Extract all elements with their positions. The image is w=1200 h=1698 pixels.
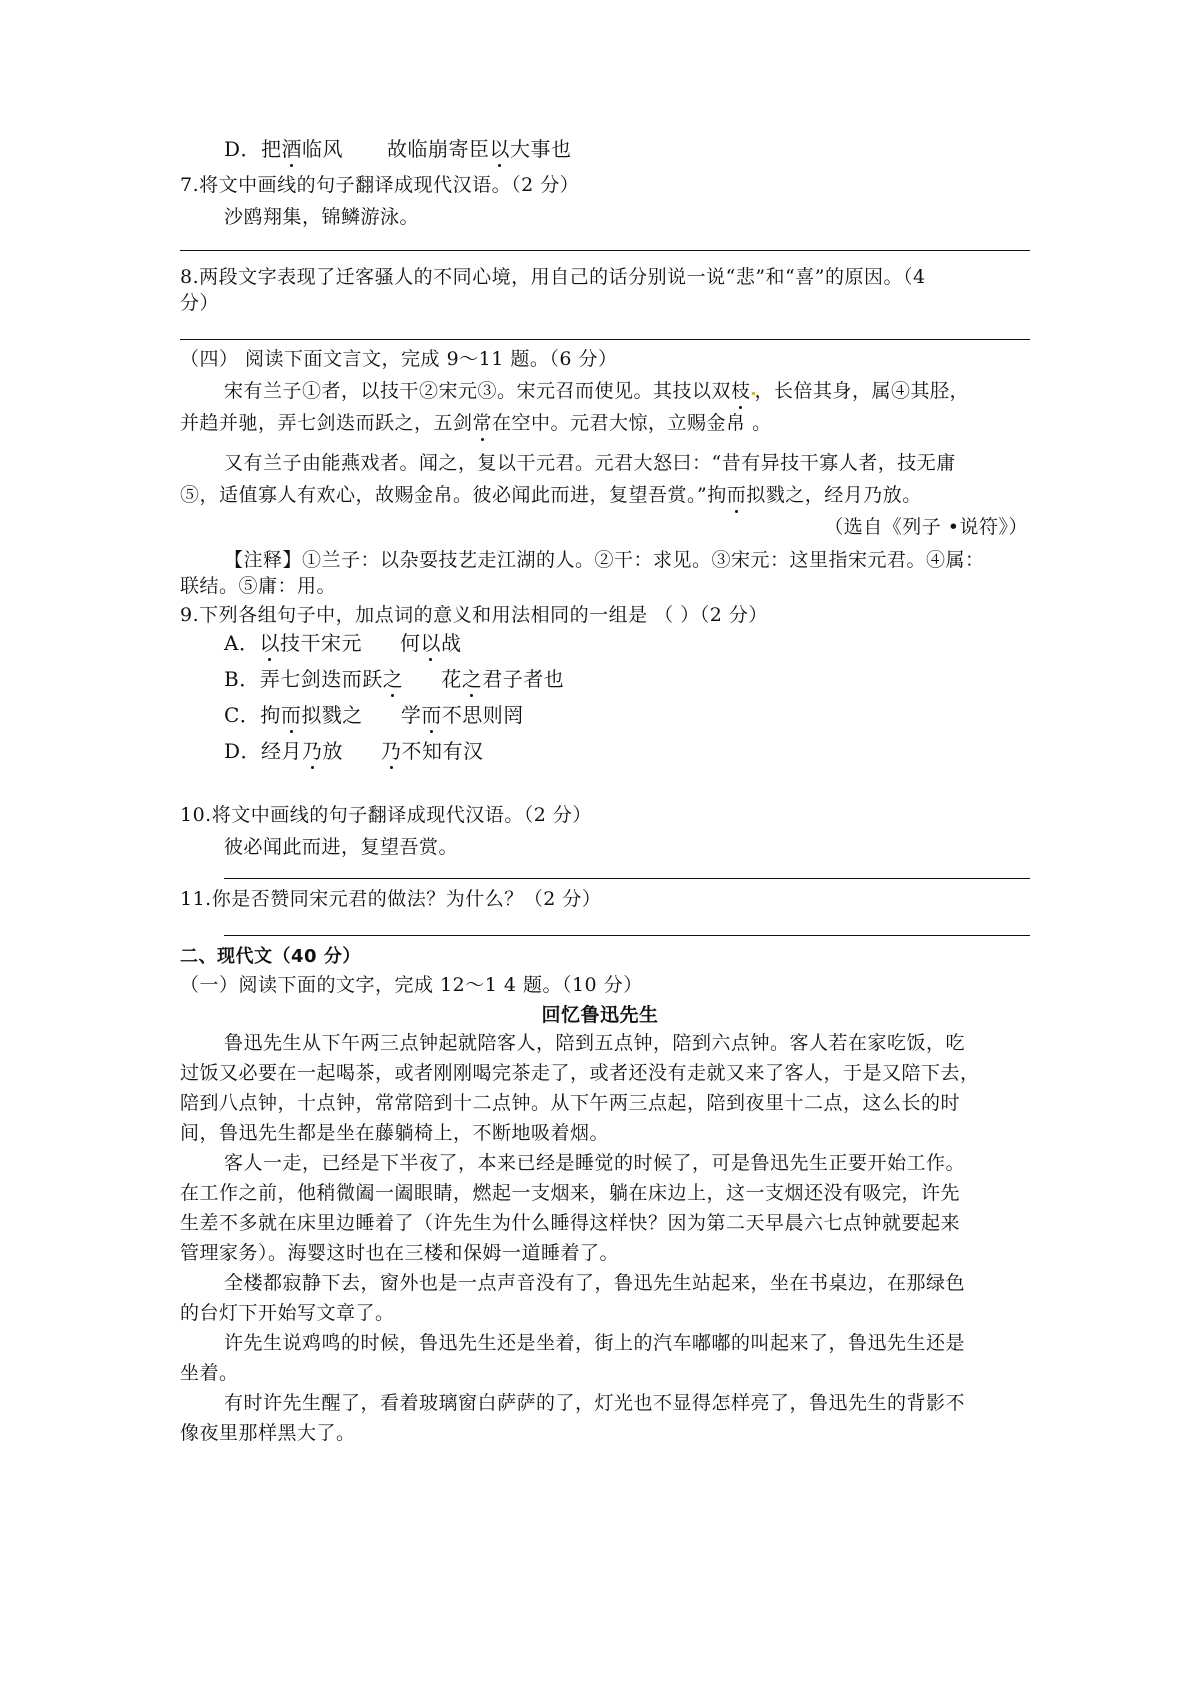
- notes-line1: 【注释】①兰子：以杂耍技艺走江湖的人。②干：求见。③宋元：这里指宋元君。④属：: [224, 549, 985, 571]
- answer-line[interactable]: [224, 935, 1030, 936]
- article-line: 有时许先生醒了，看着玻璃窗白萨萨的了，灯光也不显得怎样亮了，鲁迅先生的背影不: [224, 1392, 966, 1414]
- part2-header: 二、现代文（40 分）: [180, 946, 361, 967]
- answer-line[interactable]: [180, 250, 1030, 251]
- dotted-char: 而: [421, 703, 442, 727]
- dotted-char: 以: [259, 631, 280, 655]
- dotted-char: 乃: [302, 739, 323, 763]
- q8-prompt-line1: 8.两段文字表现了迁客骚人的不同心境，用自己的话分别说一说“悲”和“喜”的原因。（4: [180, 266, 926, 288]
- dotted-char: 之: [382, 667, 404, 691]
- dotted-char: 常: [472, 412, 493, 434]
- dotted-char: 以: [489, 137, 511, 161]
- q9-option-a[interactable]: A．以技干宋元 何以战: [224, 631, 462, 655]
- dotted-char: 乃: [381, 739, 402, 763]
- q10-sentence: 彼必闻此而进，复望吾赏。: [224, 836, 459, 858]
- source-citation: （选自《列子 •说符》）: [824, 516, 1028, 538]
- q8-prompt-line2: 分）: [180, 292, 220, 314]
- q7-prompt: 7.将文中画线的句子翻译成现代汉语。（2 分）: [180, 174, 580, 196]
- article-line: 坐着。: [180, 1362, 239, 1384]
- article-line: 过饭又必要在一起喝茶，或者刚刚喝完茶走了，或者还没有走就又来了客人，于是又陪下去，: [180, 1062, 980, 1084]
- option-label: D．: [224, 137, 262, 161]
- article-line: 在工作之前，他稍微阖一阖眼睛，燃起一支烟来，躺在床边上，这一支烟还没有吸完，许先: [180, 1182, 961, 1204]
- article-line: 间，鲁迅先生都是坐在藤躺椅上，不断地吸着烟。: [180, 1122, 610, 1144]
- article-line: 陪到八点钟，十点钟，常常陪到十二点钟。从下午两三点起，陪到夜里十二点，这么长的时: [180, 1092, 961, 1114]
- q7-sentence: 沙鸥翔集，锦鳞游泳。: [224, 206, 420, 228]
- section4-para1-line2: 并趋并驰，弄七剑迭而跃之，五剑常在空中。元君大惊，立赐金帛 。: [180, 412, 772, 434]
- q6-option-d: D．把酒临风 故临崩寄臣以大事也: [224, 137, 572, 161]
- section4-para2-line1: 又有兰子由能燕戏者。闻之，复以干元君。元君大怒曰：“昔有异技干寡人者，技无庸: [224, 452, 956, 474]
- article-line: 像夜里那样黑大了。: [180, 1422, 356, 1444]
- dotted-char: 而: [280, 703, 302, 727]
- article-line: 鲁迅先生从下午两三点钟起就陪客人，陪到五点钟，陪到六点钟。客人若在家吃饭，吃: [224, 1032, 966, 1054]
- q9-option-c[interactable]: C．拘而拟戮之 学而不思则罔: [224, 703, 524, 727]
- answer-line[interactable]: [224, 878, 1030, 879]
- dotted-char: 之: [461, 667, 483, 691]
- part2-subheader: （一）阅读下面的文字，完成 12～1 4 题。（10 分）: [180, 974, 643, 996]
- article-line: 管理家务）。海婴这时也在三楼和保姆一道睡着了。: [180, 1242, 620, 1264]
- section4-para2-line2: ⑤，适值寡人有欢心，故赐金帛。彼必闻此而进，复望吾赏。”拘而拟戮之，经月乃放。: [180, 484, 922, 506]
- section4-para1-line1: 宋有兰子①者，以技干②宋元③。宋元召而使见。其技以双枝 ，长倍其身，属④其胫，: [224, 380, 970, 402]
- dotted-char: 枝: [731, 380, 751, 402]
- answer-line[interactable]: [180, 339, 1030, 340]
- q11-prompt: 11.你是否赞同宋元君的做法？为什么？（2 分）: [180, 888, 602, 910]
- notes-line2: 联结。⑤庸：用。: [180, 575, 337, 597]
- article-line: 全楼都寂静下去，窗外也是一点声音没有了，鲁迅先生站起来，坐在书桌边，在那绿色: [224, 1272, 966, 1294]
- article-line: 客人一走，已经是下半夜了，本来已经是睡觉的时候了，可是鲁迅先生正要开始工作。: [224, 1152, 966, 1174]
- q9-prompt: 9.下列各组句子中，加点词的意义和用法相同的一组是 （ ）（2 分）: [180, 604, 768, 626]
- article-title: 回忆鲁迅先生: [541, 1004, 659, 1026]
- article-line: 生差不多就在床里边睡着了（许先生为什么睡得这样快？因为第二天早晨六七点钟就要起来: [180, 1212, 961, 1234]
- section4-header: （四） 阅读下面文言文，完成 9～11 题。（6 分）: [180, 348, 618, 370]
- dotted-char: 酒: [281, 137, 303, 161]
- article-line: 许先生说鸡鸣的时候，鲁迅先生还是坐着，街上的汽车嘟嘟的叫起来了，鲁迅先生还是: [224, 1332, 966, 1354]
- dotted-char: 以: [420, 631, 441, 655]
- dotted-char: 而: [726, 484, 747, 506]
- q9-option-b[interactable]: B．弄七剑迭而跃之 花之君子者也: [224, 667, 565, 691]
- article-line: 的台灯下开始写文章了。: [180, 1302, 395, 1324]
- q9-option-d[interactable]: D．经月乃放 乃不知有汉: [224, 739, 484, 763]
- q10-prompt: 10.将文中画线的句子翻译成现代汉语。（2 分）: [180, 804, 592, 826]
